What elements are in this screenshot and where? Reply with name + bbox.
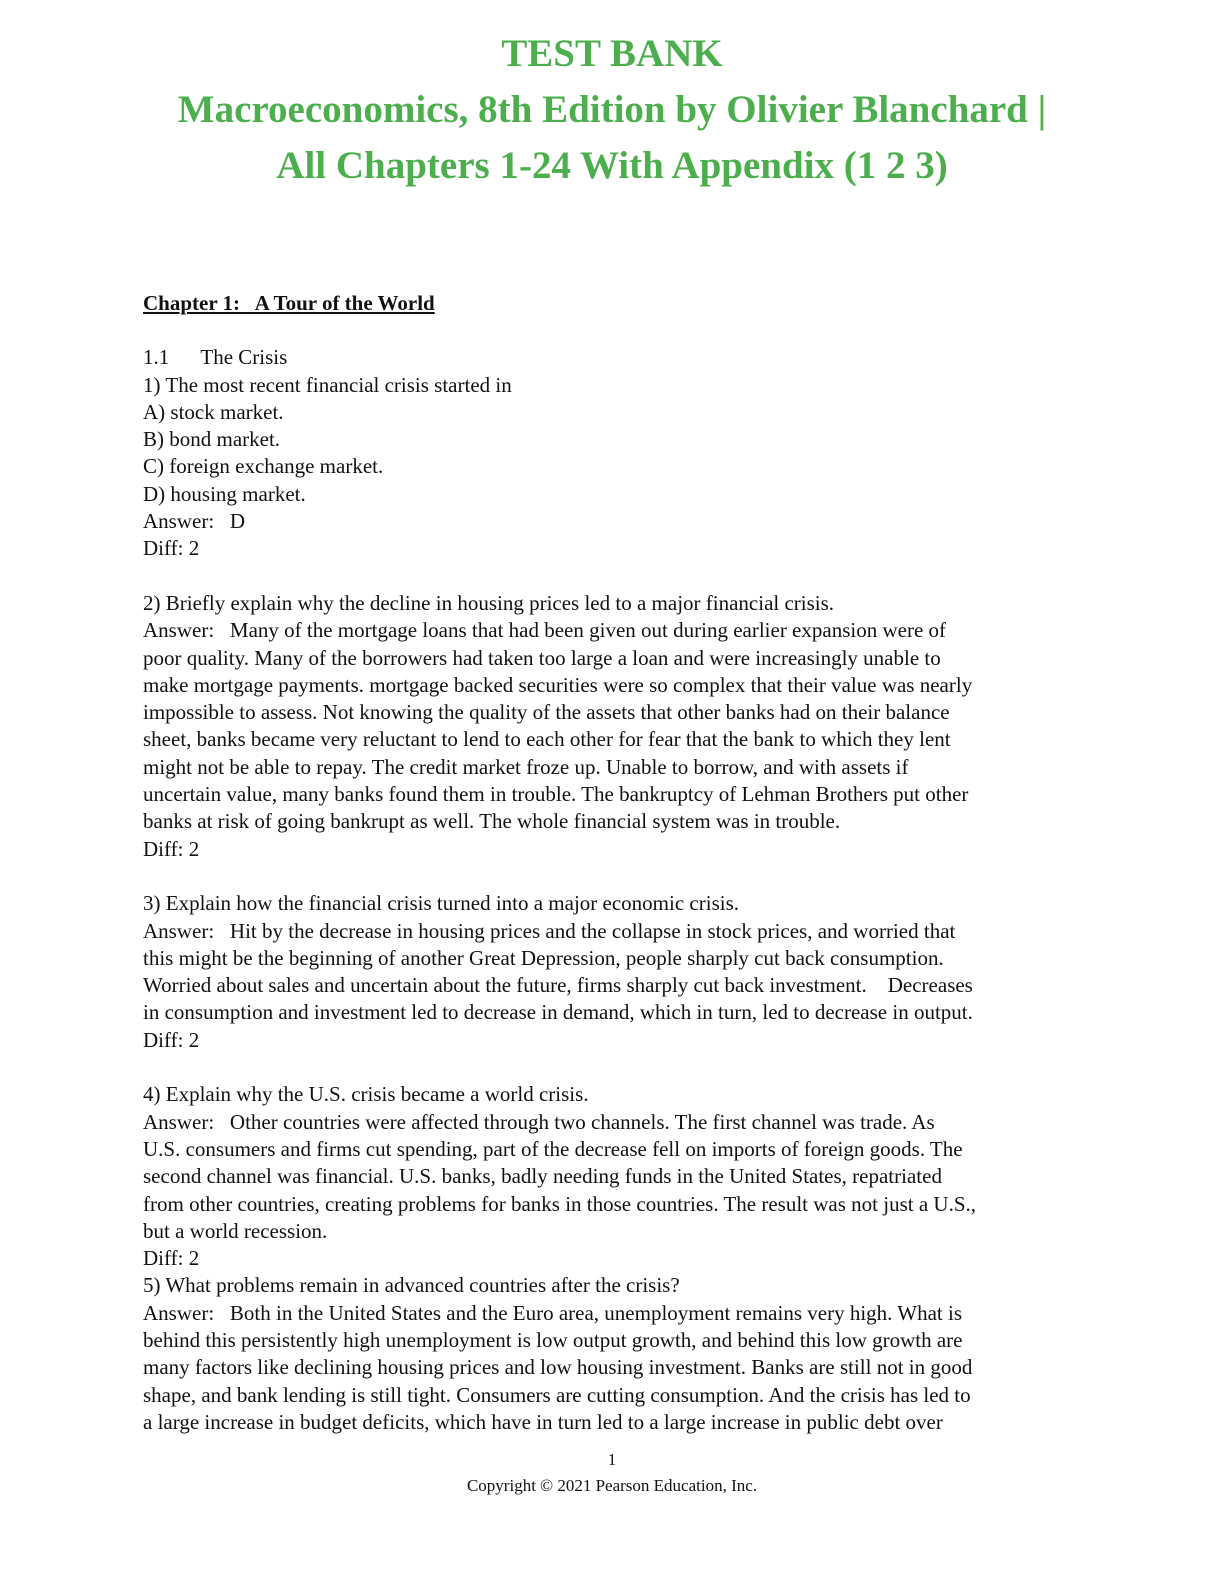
- answer-line: second channel was financial. U.S. banks, badly needing funds in the United States, repatriated: [143, 1164, 942, 1189]
- answer-line: impossible to assess. Not knowing the quality of the assets that other banks had on their balance: [143, 700, 950, 725]
- page-content: [143, 290, 1083, 1436]
- question-1: [143, 372, 1083, 563]
- question-stem: 5) What problems remain in advanced countries after the crisis?: [143, 1273, 680, 1298]
- answer-line: might not be able to repay. The credit market froze up. Unable to borrow, and with assets if: [143, 754, 909, 779]
- question-stem: 4) Explain why the U.S. crisis became a world crisis.: [143, 1082, 589, 1107]
- difficulty: Diff: 2: [143, 1246, 200, 1271]
- question-3: [143, 890, 1083, 1054]
- title-line-3: All Chapters 1-24 With Appendix (1 2 3): [276, 144, 948, 187]
- question-stem: 1) The most recent financial crisis started in: [143, 372, 512, 397]
- answer-line: Answer: Many of the mortgage loans that had been given out during earlier expansion were of: [143, 618, 947, 643]
- question-2: [143, 590, 1083, 863]
- document-title: [0, 26, 1224, 194]
- answer-line: Answer: Both in the United States and the Euro area, unemployment remains very high. What is: [143, 1300, 963, 1325]
- answer-line: shape, and bank lending is still tight. Consumers are cutting consumption. And the crisis has led to: [143, 1382, 971, 1407]
- answer: Answer: D: [143, 509, 246, 534]
- answer-line: U.S. consumers and firms cut spending, part of the decrease fell on imports of foreign goods. The: [143, 1136, 963, 1161]
- difficulty: Diff: 2: [143, 536, 200, 561]
- answer-line: many factors like declining housing prices and low housing investment. Banks are still not in good: [143, 1355, 973, 1380]
- answer-line: Answer: Hit by the decrease in housing prices and the collapse in stock prices, and worried that: [143, 918, 956, 943]
- option-d: D) housing market.: [143, 481, 306, 506]
- page-number: 1: [607, 1450, 617, 1469]
- answer-line: from other countries, creating problems for banks in those countries. The result was not just a U.S.,: [143, 1191, 977, 1216]
- answer-line: Answer: Other countries were affected through two channels. The first channel was trade. As: [143, 1109, 935, 1134]
- copyright-notice: Copyright © 2021 Pearson Education, Inc.: [466, 1476, 758, 1495]
- option-b: B) bond market.: [143, 427, 281, 452]
- question-stem: 3) Explain how the financial crisis turned into a major economic crisis.: [143, 891, 739, 916]
- answer-line: a large increase in budget deficits, which have in turn led to a large increase in public debt over: [143, 1409, 943, 1434]
- answer-line: sheet, banks became very reluctant to lend to each other for fear that the bank to which they lent: [143, 727, 951, 752]
- answer-line: but a world recession.: [143, 1218, 328, 1243]
- option-a: A) stock market.: [143, 399, 284, 424]
- chapter-heading: Chapter 1: A Tour of the World: [143, 291, 435, 315]
- answer-line: poor quality. Many of the borrowers had taken too large a loan and were increasingly unable to: [143, 645, 941, 670]
- answer-line: behind this persistently high unemployment is low output growth, and behind this low growth are: [143, 1327, 963, 1352]
- answer-line: uncertain value, many banks found them in trouble. The bankruptcy of Lehman Brothers put other: [143, 782, 969, 807]
- difficulty: Diff: 2: [143, 1027, 200, 1052]
- answer-line: Worried about sales and uncertain about the future, firms sharply cut back investment. Decreases: [143, 973, 973, 998]
- title-line-2: Macroeconomics, 8th Edition by Olivier Blanchard |: [177, 88, 1047, 131]
- option-c: C) foreign exchange market.: [143, 454, 384, 479]
- difficulty: Diff: 2: [143, 836, 200, 861]
- answer-line: make mortgage payments. mortgage backed securities were so complex that their value was nearly: [143, 672, 973, 697]
- answer-line: banks at risk of going bankrupt as well. The whole financial system was in trouble.: [143, 809, 841, 834]
- section-heading: 1.1 The Crisis: [143, 345, 288, 370]
- answer-line: in consumption and investment led to decrease in demand, which in turn, led to decrease in output.: [143, 1000, 973, 1025]
- question-stem: 2) Briefly explain why the decline in housing prices led to a major financial crisis.: [143, 590, 835, 615]
- answer-line: this might be the beginning of another Great Depression, people sharply cut back consumption.: [143, 945, 944, 970]
- title-line-1: TEST BANK: [501, 32, 723, 75]
- question-4: [143, 1081, 1083, 1272]
- question-5: [143, 1272, 1083, 1436]
